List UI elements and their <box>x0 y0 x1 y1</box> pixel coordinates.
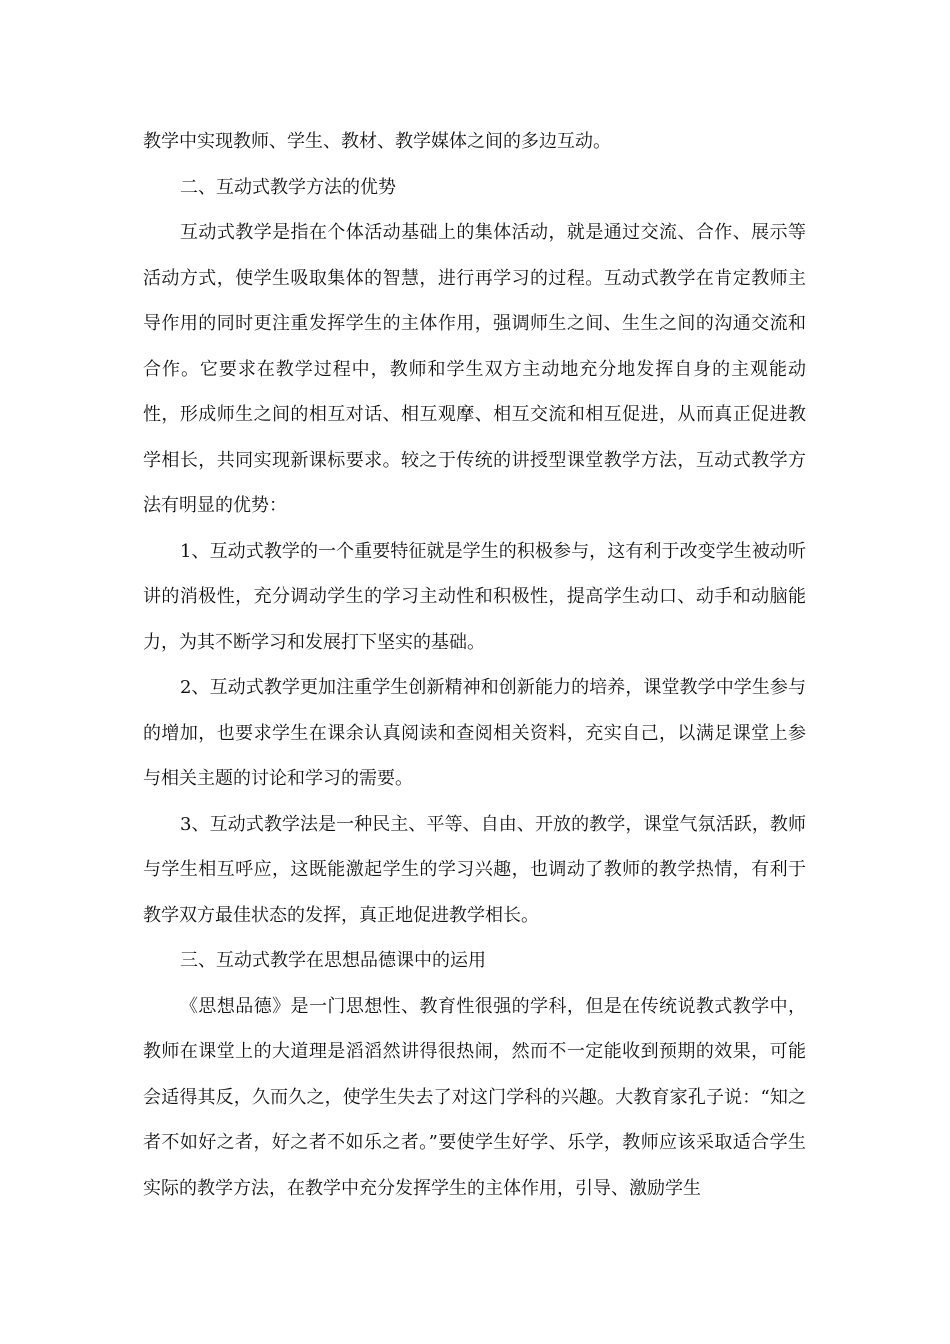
paragraph-moral-education: 《思想品德》是一门思想性、教育性很强的学科，但是在传统说教式教学中，教师在课堂上的大道理是滔滔然讲得很热闹，然而不一定能收到预期的效果，可能会适得其反，久而久之，使学生失去了对这门学科的兴趣。大教育家孔子说：“知之者不如好之者，好之者不如乐之者。”要使学生好学、乐学，教师应该采取适合学生实际的教学方法，在教学中充分发挥学生的主体作用，引导、激励学生 <box>143 995 806 1199</box>
section-heading-application: 三、互动式教学在思想品德课中的运用 <box>180 950 486 971</box>
list-item-3: 3、互动式教学法是一种民主、平等、自由、开放的教学，课堂气氛活跃，教师与学生相互呼应，这既能激起学生的学习兴趣，也调动了教师的教学热情，有利于教学双方最佳状态的发挥，真正地促进教学相长。 <box>143 813 806 926</box>
paragraph-continuation: 教学中实现教师、学生、教材、教学媒体之间的多边互动。 <box>143 131 611 152</box>
section-heading-advantages: 二、互动式教学方法的优势 <box>180 176 396 198</box>
paragraph-definition: 互动式教学是指在个体活动基础上的集体活动，就是通过交流、合作、展示等活动方式，使学生吸取集体的智慧，进行再学习的过程。互动式教学在肯定教师主导作用的同时更注重发挥学生的主体作用，强调师生之间、生生之间的沟通交流和合作。它要求在教学过程中，教师和学生双方主动地充分地发挥自身的主观能动性，形成师生之间的相互对话、相互观摩、相互交流和相互促进，从而真正促进教学相长，共同实现新课标要求。较之于传统的讲授型课堂教学方法，互动式教学方法有明显的优势： <box>143 222 806 516</box>
list-item-2: 2、互动式教学更加注重学生创新精神和创新能力的培养，课堂教学中学生参与的增加，也要求学生在课余认真阅读和查阅相关资料，充实自己，以满足课堂上参与相关主题的讨论和学习的需要。 <box>143 677 806 789</box>
document-body <box>143 119 806 1211</box>
list-item-1: 1、互动式教学的一个重要特征就是学生的积极参与，这有利于改变学生被动听讲的消极性，充分调动学生的学习主动性和积极性，提高学生动口、动手和动脑能力，为其不断学习和发展打下坚实的基础。 <box>143 540 806 653</box>
